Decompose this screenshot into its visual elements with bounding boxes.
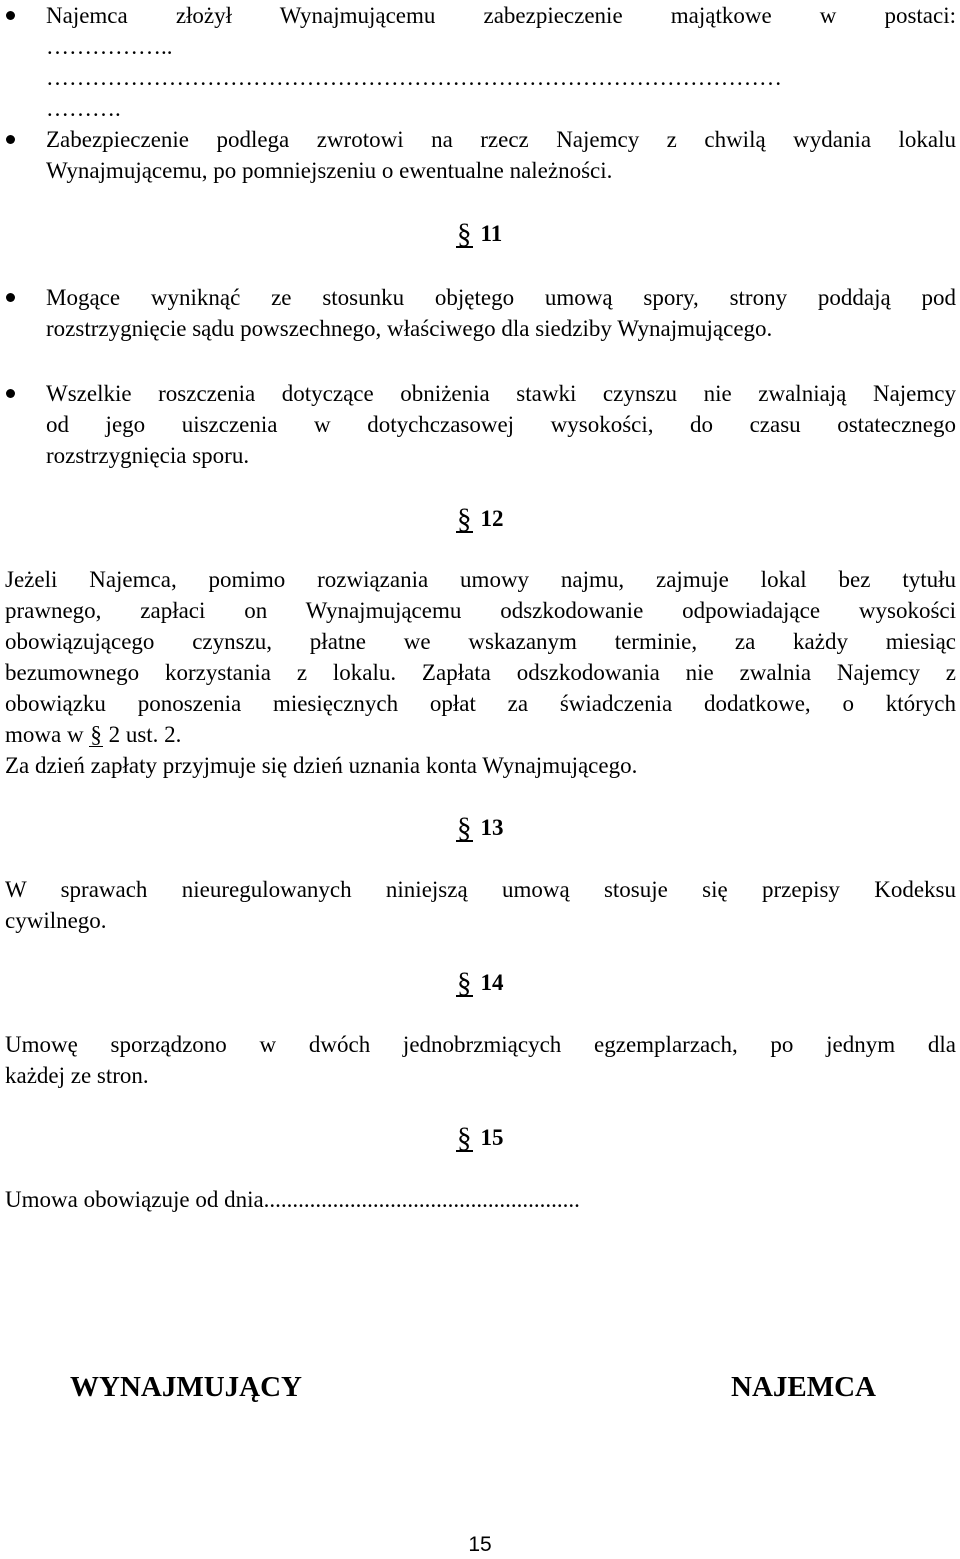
- bullet-rent-reduction: [46, 378, 956, 471]
- section-12-line-2: prawnego, zapłaci on Wynajmującemu odszkodowanie odpowiadające wysokości: [5, 598, 956, 623]
- rent-reduction-line-3: rozstrzygnięcia sporu.: [46, 443, 250, 468]
- section-15-line-1: Umowa obowiązuje od dnia.......................................................: [5, 1187, 580, 1212]
- disputes-line-2: rozstrzygnięcie sądu powszechnego, właściwego dla siedziby Wynajmującego.: [46, 316, 773, 341]
- section-12-line-1: Jeżeli Najemca, pomimo rozwiązania umowy najmu, zajmuje lokal bez tytułu: [5, 567, 956, 592]
- bullet-dot-icon: [6, 293, 15, 302]
- section-sign: §: [457, 503, 472, 535]
- section-12-line-5: obowiązku ponoszenia miesięcznych opłat za świadczenia dodatkowe, o których: [5, 691, 956, 716]
- rent-reduction-line-1: Wszelkie roszczenia dotyczące obniżenia stawki czynszu nie zwalniają Najemcy: [46, 381, 956, 406]
- bullet-disputes: [46, 282, 956, 344]
- return-clause-line-2: Wynajmującemu, po pomniejszeniu o ewentualne należności.: [46, 158, 613, 183]
- section-heading-15: [456, 1124, 504, 1152]
- section-12-line-6-suffix: 2 ust. 2.: [108, 722, 182, 747]
- section-sign: §: [457, 967, 472, 999]
- section-number: 11: [480, 221, 503, 246]
- return-clause-line-1: Zabezpieczenie podlega zwrotowi na rzecz Najemcy z chwilą wydania lokalu: [46, 127, 956, 152]
- bullet-return-clause: [46, 124, 956, 186]
- section-12-line-6-prefix: mowa w: [5, 722, 84, 747]
- section-12-line-6: [5, 719, 956, 750]
- section-12-body: [5, 564, 956, 781]
- section-14-line-2: każdej ze stron.: [5, 1063, 149, 1088]
- section-13-body: [5, 874, 956, 936]
- section-heading-14: [456, 969, 504, 997]
- section-14-body: [5, 1029, 956, 1091]
- disputes-line-1: Mogące wyniknąć ze stosunku objętego umową spory, strony poddają pod: [46, 285, 956, 310]
- section-heading-12: [456, 505, 504, 533]
- page-number: 15: [468, 1533, 492, 1556]
- section-12-line-7: Za dzień zapłaty przyjmuje się dzień uznania konta Wynajmującego.: [5, 753, 638, 778]
- section-number: 13: [480, 815, 504, 840]
- guarantee-line-2: ……………..: [46, 34, 173, 59]
- section-14-line-1: Umowę sporządzono w dwóch jednobrzmiących egzemplarzach, po jednym dla: [5, 1032, 956, 1057]
- section-12-line-3: obowiązującego czynszu, płatne we wskazanym terminie, za każdy miesiąc: [5, 629, 956, 654]
- guarantee-line-1: Najemca złożył Wynajmującemu zabezpieczenie majątkowe w postaci:: [46, 3, 956, 28]
- section-number: 12: [480, 506, 504, 531]
- signature-landlord-label: WYNAJMUJĄCY: [70, 1371, 302, 1403]
- bullet-dot-icon: [6, 389, 15, 398]
- section-heading-13: [456, 814, 504, 842]
- section-13-line-2: cywilnego.: [5, 908, 107, 933]
- guarantee-line-4: ……….: [46, 96, 121, 121]
- section-heading-11: [456, 220, 502, 248]
- bullet-dot-icon: [6, 135, 15, 144]
- bullet-dot-icon: [6, 11, 15, 20]
- section-number: 14: [480, 970, 504, 995]
- guarantee-line-3: ……………………………………………………………………………………: [46, 65, 782, 90]
- signature-tenant-label: NAJEMCA: [731, 1371, 876, 1403]
- section-12-line-6-sign: §: [90, 722, 102, 747]
- section-sign: §: [457, 218, 472, 250]
- section-12-line-4: bezumownego korzystania z lokalu. Zapłata odszkodowania nie zwalnia Najemcy z: [5, 660, 956, 685]
- bullet-guarantee: [46, 0, 956, 124]
- section-15-body: [5, 1184, 956, 1215]
- section-sign: §: [457, 812, 472, 844]
- section-sign: §: [457, 1122, 472, 1154]
- section-number: 15: [480, 1125, 504, 1150]
- section-13-line-1: W sprawach nieuregulowanych niniejszą umową stosuje się przepisy Kodeksu: [5, 877, 956, 902]
- rent-reduction-line-2: od jego uiszczenia w dotychczasowej wysokości, do czasu ostatecznego: [46, 412, 956, 437]
